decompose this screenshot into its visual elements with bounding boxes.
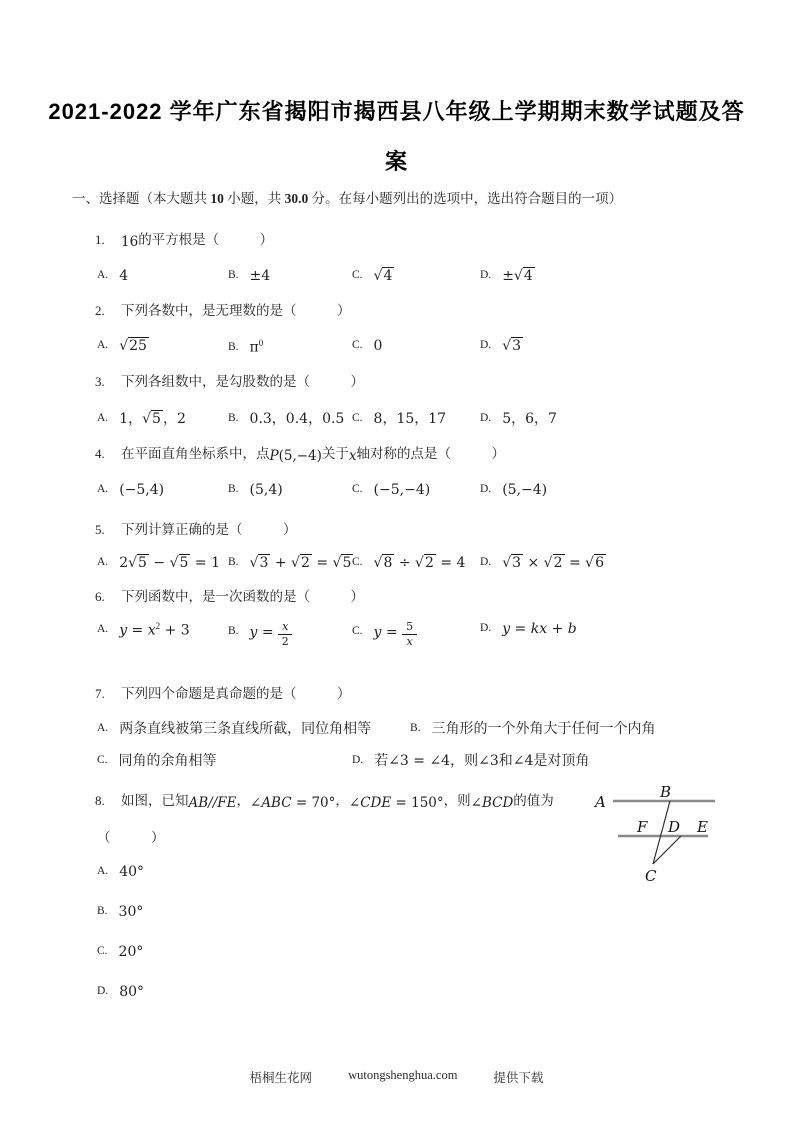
- page-title: [0, 96, 793, 177]
- option-a: [97, 862, 144, 879]
- option-d: [480, 336, 523, 353]
- option-value: [502, 338, 523, 355]
- math-variable: kx: [530, 620, 548, 637]
- math-text: 30°: [118, 903, 144, 920]
- question-number: 2.: [95, 303, 105, 318]
- option-value: [502, 555, 606, 572]
- math-variable: BCD: [481, 794, 514, 811]
- math-text: 0: [373, 338, 383, 354]
- option-label: D.: [480, 339, 492, 351]
- option-value: [250, 408, 345, 428]
- option-c: [352, 406, 480, 426]
- option-d: [480, 480, 547, 497]
- option-value: [250, 268, 271, 285]
- question-list: [0, 229, 793, 999]
- math-radical: √5: [128, 554, 147, 571]
- math-superscript: 2: [155, 620, 161, 631]
- question-text: 在平面直角坐标系中，点P(5,−4)关于x轴对称的点是（ ）: [121, 445, 506, 464]
- option-label: D.: [480, 555, 492, 568]
- option-value: [374, 408, 447, 428]
- option-label: D.: [480, 621, 492, 634]
- math-text: 40°: [119, 863, 145, 880]
- radicand: 5: [138, 554, 147, 571]
- options-row: [97, 902, 793, 919]
- math-text: = 70°: [291, 794, 336, 811]
- option-a: [97, 406, 228, 426]
- question-stem: [95, 586, 793, 607]
- options-row: [97, 480, 793, 497]
- option-value: [119, 984, 144, 1001]
- options-row: [97, 716, 793, 736]
- radicand: 2: [424, 554, 434, 571]
- page-footer: [0, 1068, 793, 1086]
- option-label: C.: [97, 944, 108, 957]
- math-text: 5，6，7: [502, 410, 557, 427]
- math-fraction: [402, 621, 417, 649]
- numerator: 5: [402, 621, 417, 636]
- options-row: [97, 406, 793, 426]
- math-text: (−5,−4): [373, 481, 431, 498]
- math-text: =: [381, 624, 403, 641]
- math-text: ∠4: [512, 752, 534, 769]
- question-6: [95, 586, 793, 659]
- option-label: B.: [228, 482, 239, 495]
- option-value: [119, 555, 220, 572]
- figure-label-a: A: [595, 792, 606, 811]
- option-label: C.: [352, 411, 363, 424]
- option-label: A.: [97, 269, 109, 281]
- footer-download-text: 提供下载: [493, 1071, 544, 1085]
- question-1: [95, 229, 793, 283]
- radicand: 5: [342, 554, 352, 571]
- math-text: +: [270, 554, 292, 571]
- options-row: [97, 619, 793, 659]
- question-text: 下列各组数中，是勾股数的是（ ）: [121, 373, 364, 389]
- option-d: [480, 619, 577, 636]
- option-label: A.: [97, 721, 109, 734]
- option-label: A.: [97, 555, 109, 568]
- option-value: 两条直线被第三条直线所截，同位角相等: [119, 721, 372, 737]
- section-header: [72, 189, 793, 209]
- option-value: 三角形的一个外角大于任何一个内角: [431, 721, 656, 737]
- option-value: 若∠3 = ∠4，则∠3和∠4是对顶角: [374, 752, 590, 769]
- option-label: D.: [480, 482, 492, 495]
- math-radical: √6: [585, 554, 604, 571]
- option-a: [97, 266, 228, 283]
- option-b: [228, 553, 352, 570]
- math-superscript: 0: [258, 338, 264, 348]
- question-stem: [95, 371, 793, 392]
- math-text: 80°: [119, 983, 145, 1000]
- figure-label-c: C: [645, 866, 657, 884]
- option-value: [374, 482, 431, 499]
- option-label: A.: [97, 623, 109, 636]
- math-text: (5,−4): [278, 447, 322, 464]
- math-variable: x: [348, 447, 357, 464]
- question-stem: [95, 683, 793, 704]
- math-variable: y: [119, 622, 128, 639]
- math-radical: √2: [291, 554, 310, 571]
- question-number: 1.: [95, 232, 105, 247]
- math-text: ×: [523, 554, 544, 571]
- option-a: [97, 336, 228, 353]
- math-text: ∠: [470, 794, 482, 811]
- math-text: ∠: [348, 794, 361, 811]
- option-value: [119, 904, 144, 921]
- option-value: [119, 268, 128, 285]
- math-variable: AB//FE: [188, 794, 237, 811]
- math-text: (−5,4): [119, 481, 165, 498]
- math-text: ∠3 = ∠4: [388, 752, 451, 769]
- math-text: ±: [502, 268, 514, 284]
- numerator: x: [278, 621, 292, 636]
- option-c: [352, 553, 480, 570]
- math-text: 1，: [119, 410, 143, 427]
- figure-label-f: F: [637, 817, 648, 836]
- radicand: 2: [300, 554, 310, 571]
- question-text: 下列四个命题是真命题的是（ ）: [121, 685, 351, 701]
- math-text: ∠: [250, 794, 262, 811]
- section-header-text: 一、选择题（本大题共: [72, 191, 211, 206]
- math-text: π: [249, 339, 259, 356]
- section-question-count: 10: [210, 191, 224, 206]
- math-variable: y: [373, 624, 382, 641]
- math-radical: √4: [513, 268, 533, 284]
- question-number: 5.: [95, 521, 105, 537]
- page-title-line1: 2021-2022 学年广东省揭阳市揭西县八年级上学期期末数学试题及答: [48, 99, 745, 124]
- math-text: 16: [121, 234, 139, 250]
- section-header-text: 小题，共: [223, 191, 285, 206]
- math-text: = 4: [435, 554, 466, 571]
- math-variable: y: [502, 620, 511, 637]
- option-label: B.: [97, 904, 108, 917]
- option-value: [119, 864, 144, 881]
- option-c: [352, 336, 480, 353]
- math-text: ÷: [394, 554, 416, 571]
- question-number: 3.: [95, 373, 105, 389]
- option-label: C.: [352, 269, 363, 281]
- radicand: 3: [512, 554, 522, 571]
- math-variable: b: [567, 620, 577, 637]
- option-label: B.: [228, 555, 239, 568]
- math-text: =: [510, 620, 531, 637]
- option-a: [97, 480, 228, 497]
- option-value: [250, 621, 293, 649]
- math-variable: ABC: [261, 794, 292, 811]
- math-text: 4: [119, 268, 129, 284]
- page-title-line2: 案: [384, 149, 408, 174]
- math-variable: CDE: [360, 794, 392, 811]
- option-b: [228, 619, 352, 647]
- option-d: [480, 553, 606, 570]
- math-radical: √5: [142, 410, 161, 427]
- math-radical: √4: [373, 268, 393, 284]
- option-d: [480, 266, 535, 283]
- math-text: + 3: [160, 622, 190, 639]
- question-stem: [95, 229, 793, 251]
- answer-blank: （ ）: [97, 829, 165, 845]
- math-text: ∠3: [478, 752, 499, 769]
- question-3: [95, 371, 793, 426]
- option-label: C.: [352, 482, 363, 495]
- section-header-text: 分。在每小题列出的选项中，选出符合题目的一项）: [308, 191, 623, 206]
- option-label: B.: [228, 411, 239, 424]
- option-label: C.: [352, 555, 363, 568]
- question-5: [95, 519, 793, 570]
- option-label: A.: [97, 482, 109, 495]
- denominator: x: [406, 635, 413, 649]
- math-radical: √25: [119, 338, 147, 354]
- math-radical: √3: [502, 554, 522, 571]
- question-text: 如图，已知AB//FE，∠ABC = 70°，∠CDE = 150°，则∠BCD的值为: [121, 792, 554, 811]
- option-c: [352, 480, 480, 497]
- option-label: C.: [352, 625, 363, 638]
- math-variable: x: [147, 622, 156, 639]
- question-stem: [95, 300, 793, 321]
- question-number: 8.: [95, 792, 105, 808]
- radicand: 3: [259, 554, 269, 571]
- option-a: [97, 619, 228, 638]
- figure-label-d: D: [668, 817, 681, 836]
- math-fraction: [278, 621, 292, 649]
- math-text: ，2: [162, 410, 186, 427]
- math-radical: √5: [332, 554, 352, 571]
- option-value: [250, 482, 283, 499]
- math-text: =: [127, 622, 148, 639]
- math-text: −: [148, 554, 170, 571]
- option-label: A.: [97, 339, 109, 351]
- option-value: [374, 621, 418, 649]
- option-label: B.: [228, 340, 239, 353]
- option-value: [119, 482, 164, 499]
- option-label: D.: [97, 984, 109, 997]
- option-d: [480, 406, 557, 426]
- math-text: 2: [119, 554, 129, 571]
- option-value: [374, 555, 466, 572]
- math-radical: √2: [543, 554, 563, 571]
- geometry-figure: [593, 782, 741, 884]
- math-text: 8，15，17: [373, 410, 447, 427]
- section-total-points: 30.0: [284, 191, 309, 206]
- option-label: B.: [410, 721, 421, 734]
- option-c: [97, 942, 143, 959]
- option-b: [97, 902, 143, 919]
- option-c: [352, 266, 480, 283]
- question-8: [95, 782, 793, 1000]
- option-value: [374, 268, 395, 285]
- option-b: [228, 266, 352, 283]
- question-stem: [95, 519, 793, 540]
- footer-site-name: 梧桐生花网: [249, 1071, 313, 1085]
- math-variable: y: [249, 624, 258, 641]
- option-value: [250, 555, 354, 572]
- option-b: [228, 336, 352, 355]
- option-value: [119, 408, 186, 428]
- option-c: [97, 748, 352, 768]
- option-value: [119, 621, 190, 640]
- math-text: (5,4): [249, 481, 283, 498]
- option-label: A.: [97, 411, 109, 424]
- math-text: (5,−4): [502, 481, 548, 498]
- math-variable: P: [269, 447, 279, 464]
- option-label: C.: [352, 339, 363, 351]
- figure-label-e: E: [697, 817, 708, 836]
- option-label: D.: [480, 411, 492, 424]
- question-text: 下列各数中，是无理数的是（ ）: [121, 303, 351, 318]
- option-value: [502, 408, 557, 428]
- option-a: [97, 716, 410, 736]
- question-text: 下列计算正确的是（ ）: [121, 521, 297, 537]
- option-value: [502, 482, 547, 499]
- radicand: 4: [383, 268, 393, 284]
- option-a: [97, 553, 228, 570]
- option-c: [352, 619, 480, 647]
- option-b: [228, 480, 352, 497]
- option-value: [119, 944, 144, 961]
- math-text: =: [311, 554, 333, 571]
- math-radical: √3: [502, 338, 522, 354]
- option-label: A.: [97, 864, 109, 877]
- radicand: 8: [383, 554, 393, 571]
- math-text: +: [547, 620, 568, 637]
- options-row: [97, 553, 793, 570]
- options-row: [97, 336, 793, 355]
- option-label: B.: [228, 269, 239, 281]
- options-row: [97, 266, 793, 283]
- option-value: [502, 268, 535, 285]
- math-text: =: [564, 554, 586, 571]
- footer-site-url: wutongshenghua.com: [348, 1068, 458, 1082]
- option-b: [228, 406, 352, 426]
- option-d: [97, 982, 144, 999]
- options-row: [97, 942, 793, 959]
- math-radical: √2: [415, 554, 434, 571]
- option-value: [374, 338, 383, 355]
- math-radical: √8: [373, 554, 393, 571]
- question-number: 7.: [95, 685, 105, 701]
- question-7: [95, 683, 793, 768]
- options-row: [97, 748, 793, 768]
- radicand: 6: [595, 554, 604, 571]
- radicand: 5: [152, 410, 161, 427]
- math-text: 0.3，0.4，0.5: [249, 410, 345, 427]
- radicand: 2: [553, 554, 563, 571]
- option-d: [352, 748, 589, 768]
- option-label: D.: [352, 753, 364, 766]
- figure-label-b: B: [660, 782, 672, 801]
- radicand: 3: [512, 338, 522, 354]
- question-number: 4.: [95, 445, 105, 461]
- question-number: 6.: [95, 588, 105, 604]
- question-text: 下列函数中，是一次函数的是（ ）: [121, 588, 364, 604]
- option-value: [119, 338, 149, 355]
- math-text: = 1: [190, 554, 220, 571]
- option-label: D.: [480, 269, 492, 281]
- option-value: [502, 621, 577, 638]
- question-2: [95, 300, 793, 355]
- question-stem: [95, 790, 595, 812]
- option-value: [250, 338, 264, 357]
- math-text: =: [257, 624, 279, 641]
- option-b: [410, 716, 656, 736]
- radicand: 4: [523, 268, 533, 284]
- options-row: [97, 982, 793, 999]
- question-text: 16的平方根是（ ）: [121, 232, 274, 250]
- option-label: C.: [97, 753, 108, 766]
- radicand: 5: [179, 554, 189, 571]
- option-label: B.: [228, 625, 239, 638]
- math-radical: √5: [169, 554, 189, 571]
- radicand: 25: [129, 338, 147, 354]
- math-text: ±4: [249, 268, 271, 284]
- math-text: 20°: [118, 943, 144, 960]
- math-text: = 150°: [391, 794, 444, 811]
- question-stem: [95, 443, 793, 465]
- question-4: [95, 443, 793, 497]
- math-radical: √3: [249, 554, 269, 571]
- denominator: 2: [281, 635, 289, 649]
- option-value: 同角的余角相等: [118, 753, 217, 769]
